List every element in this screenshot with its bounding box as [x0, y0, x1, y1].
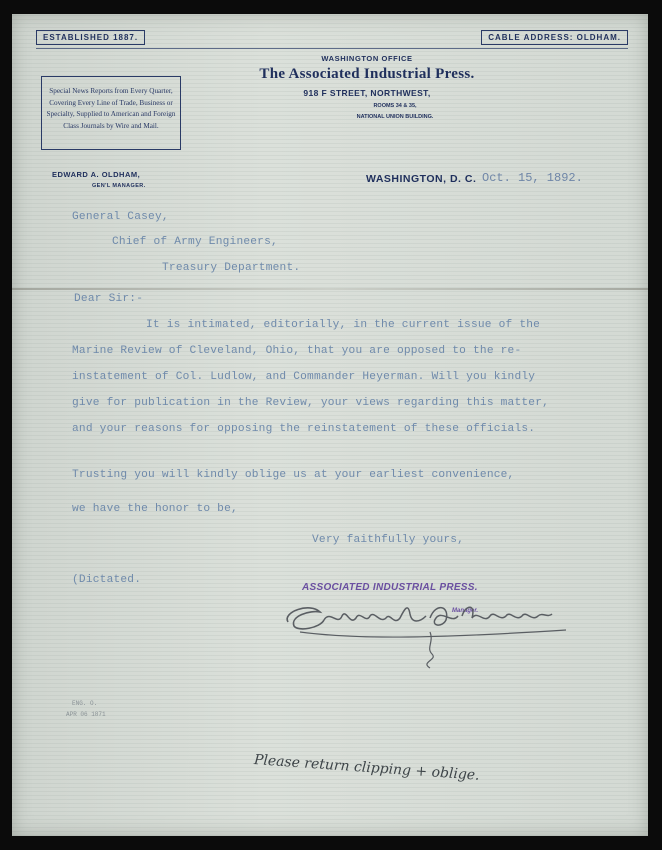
body-line-2: Marine Review of Cleveland, Ohio, that you are opposed to the re- [72, 345, 522, 357]
street-address: 918 F STREET, NORTHWEST, [303, 88, 431, 98]
addressee-title: Chief of Army Engineers, [112, 236, 278, 248]
closing: Very faithfully yours, [312, 534, 465, 546]
rooms-line: ROOMS 34 & 35, [373, 103, 417, 109]
body-line-6: Trusting you will kindly oblige us at your earliest convenience, [72, 469, 515, 481]
addressee-name: General Casey, [72, 211, 169, 223]
manager-title: GEN'L MANAGER. [92, 183, 146, 189]
cable-address-label: CABLE ADDRESS: OLDHAM. [481, 30, 628, 45]
letter-date: Oct. 15, 1892. [482, 171, 583, 185]
manager-name: EDWARD A. OLDHAM, [52, 170, 141, 179]
paper-fold [12, 288, 648, 290]
body-line-7: we have the honor to be, [72, 503, 238, 515]
receipt-mark-1: ENG. O. [72, 700, 98, 707]
office-label: WASHINGTON OFFICE [321, 54, 413, 63]
company-name: The Associated Industrial Press. [259, 66, 475, 82]
established-label: ESTABLISHED 1887. [36, 30, 145, 45]
stamp-manager-label: Manager. [452, 608, 479, 614]
office-header [252, 54, 482, 120]
body-line-5: and your reasons for opposing the reinstatement of these officials. [72, 423, 536, 435]
body-line-3: instatement of Col. Ludlow, and Commander Heyerman. Will you kindly [72, 371, 536, 383]
body-line-4: give for publication in the Review, your views regarding this matter, [72, 397, 550, 409]
body-line-1: It is intimated, editorially, in the current issue of the [146, 319, 541, 331]
city-line: WASHINGTON, D. C. [366, 173, 477, 185]
company-stamp: ASSOCIATED INDUSTRIAL PRESS. [302, 582, 478, 593]
letter-paper [12, 14, 648, 836]
building-line: NATIONAL UNION BUILDING. [356, 114, 434, 120]
addressee-department: Treasury Department. [162, 262, 301, 274]
handwritten-note: Please return clipping + oblige. [253, 752, 481, 784]
services-notice-box: Special News Reports from Every Quarter, Covering Every Line of Trade, Business or Specialty, Supplied to American and Foreign Class Journals by Wire and Mail. [41, 76, 181, 150]
receipt-mark-2: APR 06 1871 [66, 711, 106, 718]
salutation: Dear Sir:- [74, 293, 144, 305]
header-rule [36, 48, 628, 49]
dictated-note: (Dictated. [72, 574, 142, 586]
handwritten-signature [280, 592, 580, 672]
